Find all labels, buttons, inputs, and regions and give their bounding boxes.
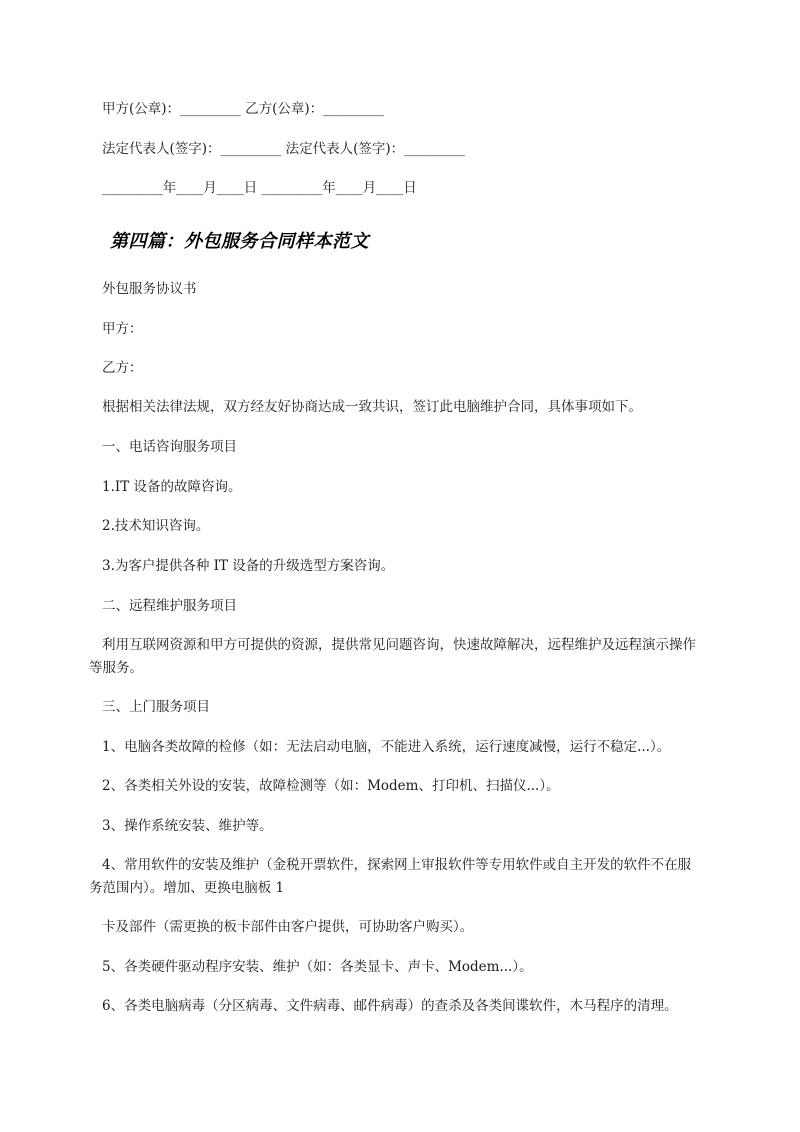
- representative-signature-line: 法定代表人(签字)：_________ 法定代表人(签字)：_________: [102, 141, 465, 157]
- section-3-item-3: 3、操作系统安装、维护等。: [102, 818, 273, 834]
- section-3-title: 三、上门服务项目: [102, 699, 210, 715]
- intro-paragraph: 根据相关法律法规，双方经友好协商达成一致共识，签订此电脑维护合同，具体事项如下。: [102, 399, 642, 415]
- signature-date-line: _________年____月____日 _________年____月____日: [102, 180, 417, 196]
- section-3-item-6: 6、各类电脑病毒（分区病毒、文件病毒、邮件病毒）的查杀及各类间谍软件，木马程序的清理。: [102, 998, 678, 1014]
- section-3-item-4-continuation: 卡及部件（需更换的板卡部件由客户提供，可协助客户购买）。: [102, 919, 474, 935]
- section-heading: 第四篇：外包服务合同样本范文: [110, 231, 369, 252]
- section-1-item-3: 3.为客户提供各种 IT 设备的升级选型方案咨询。: [102, 558, 395, 574]
- document-title: 外包服务协议书: [102, 281, 197, 297]
- section-2-paragraph-line-1: 利用互联网资源和甲方可提供的资源，提供常见问题咨询，快速故障解决，远程维护及远程演示操作: [102, 637, 696, 653]
- section-2-title: 二、远程维护服务项目: [102, 598, 237, 614]
- section-3-item-2: 2、各类相关外设的安装，故障检测等（如：Modem、打印机、扫描仪...）。: [102, 778, 560, 794]
- section-3-item-4-line-1: 4、常用软件的安装及维护（金税开票软件，探索网上审报软件等专用软件或自主开发的软件不在服: [102, 857, 692, 873]
- section-3-item-1: 1、电脑各类故障的检修（如：无法启动电脑，不能进入系统，运行速度减慢，运行不稳定...）。: [102, 739, 671, 755]
- section-1-title: 一、电话咨询服务项目: [102, 439, 237, 455]
- party-b-label: 乙方：: [102, 360, 143, 376]
- section-1-item-1: 1.IT 设备的故障咨询。: [102, 479, 242, 495]
- section-3-item-4-line-2: 务范围内）。增加、更换电脑板 1: [89, 880, 285, 896]
- section-3-item-5: 5、各类硬件驱动程序安装、维护（如：各类显卡、声卡、Modem...）。: [102, 959, 533, 975]
- party-seal-line: 甲方(公章)：_________ 乙方(公章)：_________: [102, 101, 384, 117]
- section-2-paragraph-line-2: 等服务。: [89, 660, 143, 676]
- section-1-item-2: 2.技术知识咨询。: [102, 518, 210, 534]
- party-a-label: 甲方：: [102, 321, 143, 337]
